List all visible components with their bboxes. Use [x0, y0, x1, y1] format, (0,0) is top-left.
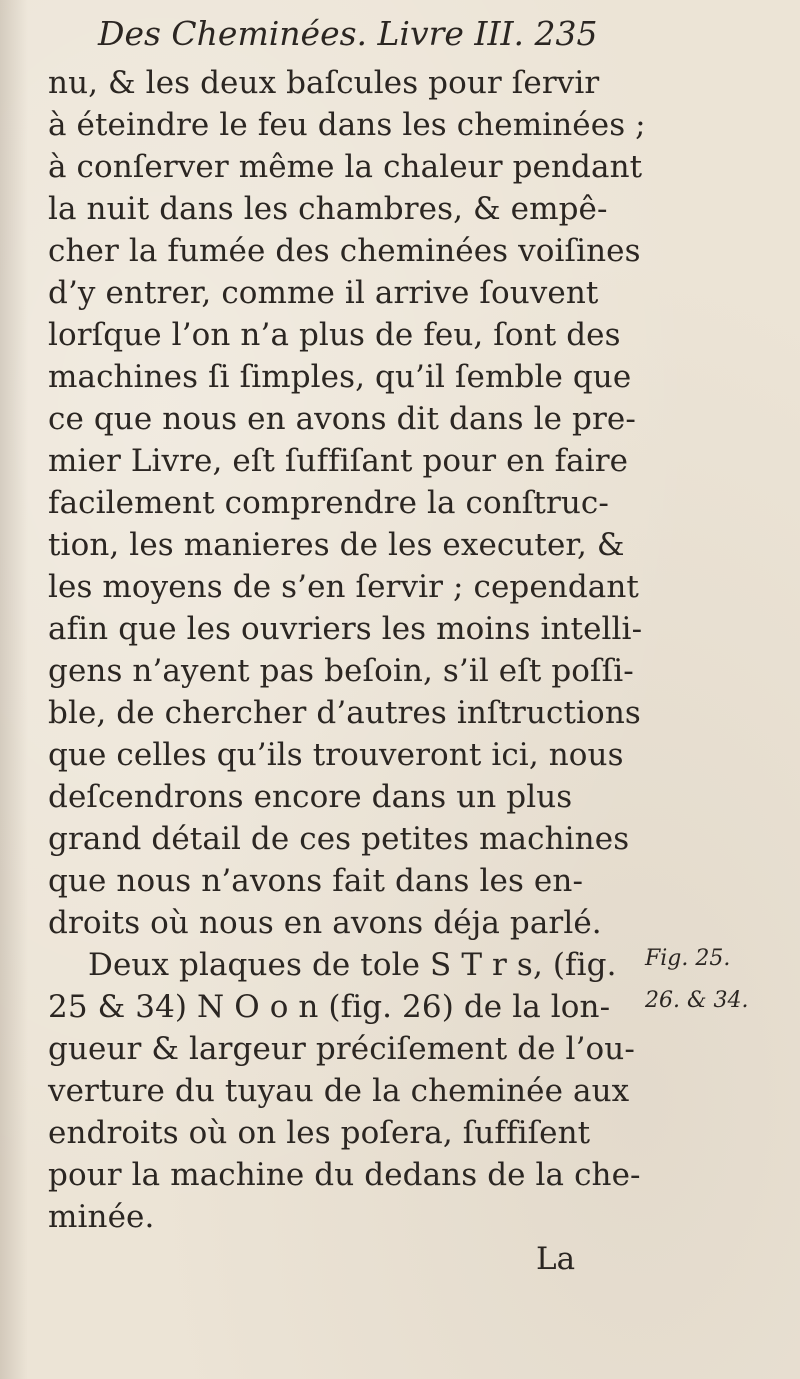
text-line: machines ſi ſimples, qu’il ſemble que — [48, 359, 632, 395]
text-line: verture du tuyau de la cheminée aux — [48, 1073, 630, 1109]
text-line: ble, de chercher d’autres inſtructions — [48, 695, 641, 731]
body-text — [48, 62, 646, 1238]
text-line: à éteindre le feu dans les cheminées ; — [48, 107, 646, 143]
text-line: minée. — [48, 1199, 155, 1235]
text-line: mier Livre, eſt ſuffiſant pour en faire — [48, 443, 629, 479]
text-line: 25 & 34) N O o n (fig. 26) de la lon- — [48, 989, 611, 1025]
text-line: droits où nous en avons déja parlé. — [48, 905, 602, 941]
text-line: que celles qu’ils trouveront ici, nous — [48, 737, 624, 773]
text-line: lorſque l’on n’a plus de feu, ſont des — [48, 317, 621, 353]
text-line: gens n’ayent pas beſoin, s’il eſt poſſi- — [48, 653, 634, 689]
text-line: pour la machine du dedans de la che- — [48, 1157, 641, 1193]
text-line: deſcendrons encore dans un plus — [48, 779, 573, 815]
text-line: que nous n’avons fait dans les en- — [48, 863, 584, 899]
text-line: la nuit dans les chambres, & empê- — [48, 191, 608, 227]
text-line: à conſerver même la chaleur pendant — [48, 149, 643, 185]
running-head: Des Cheminées. Livre III. 235 — [98, 14, 598, 53]
text-line: gueur & largeur préciſement de l’ou- — [48, 1031, 635, 1067]
text-line: nu, & les deux baſcules pour ſervir — [48, 65, 600, 101]
margin-note-fig-25: Fig. 25. — [645, 946, 731, 971]
text-line: facilement comprendre la conſtruc- — [48, 485, 609, 521]
paragraph-start-line: Deux plaques de tole S T r s, (fig. — [88, 947, 617, 983]
text-line: cher la fumée des cheminées voiſines — [48, 233, 641, 269]
text-line: ce que nous en avons dit dans le pre- — [48, 401, 636, 437]
text-line: tion, les manieres de les executer, & — [48, 527, 625, 563]
text-line: d’y entrer, comme il arrive ſouvent — [48, 275, 599, 311]
text-line: grand détail de ces petites machines — [48, 821, 630, 857]
text-line: les moyens de s’en ſervir ; cependant — [48, 569, 639, 605]
page-gutter-shadow — [0, 0, 28, 1379]
catchword: La — [536, 1241, 576, 1277]
text-line: endroits où on les poſera, ſuffiſent — [48, 1115, 591, 1151]
text-line: afin que les ouvriers les moins intelli- — [48, 611, 643, 647]
margin-note-fig-26-34: 26. & 34. — [645, 988, 749, 1013]
